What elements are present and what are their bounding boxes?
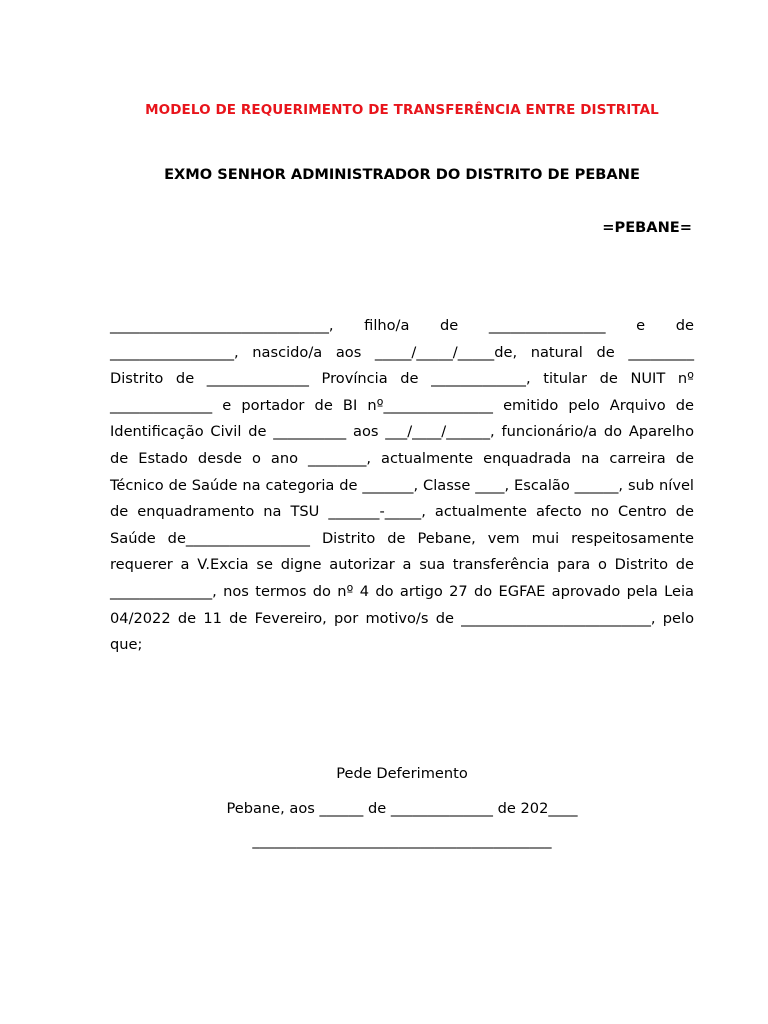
document-title: MODELO DE REQUERIMENTO DE TRANSFERÊNCIA ENTRE DISTRITAL (145, 102, 659, 118)
closing-phrase: Pede Deferimento (336, 765, 468, 782)
request-body-paragraph: ______________________________, filho/a de ________________ e de _________________, nascido/a aos _____/_____/_____de, natural de _________ Distrito de ______________ Província de _____________, titular de NUIT nº ______________ e portador de BI nº_______________ emitido pelo Arquivo de Identificação Civil de __________ aos ___/____/______, funcionário/a do Aparelho de Estado desde o ano ________, actualmente enquadrada na carreira de Técnico de Saúde na categoria de _______, Classe ____, Escalão ______, sub nível de enquadramento na TSU _______-_____, actualmente afecto no Centro de Saúde de_________________ Distrito de Pebane, vem mui respeitosamente requerer a V.Excia se digne autorizar a sua transferência para o Distrito de ______________, nos termos do nº 4 do artigo 27 do EGFAE aprovado pela Leia 04/2022 de 11 de Fevereiro, por motivo/s de __________________________, pelo que; (110, 317, 694, 654)
addressee-heading: EXMO SENHOR ADMINISTRADOR DO DISTRITO DE PEBANE (164, 166, 640, 183)
location-label: =PEBANE= (602, 219, 692, 236)
date-line: Pebane, aos ______ de ______________ de 202____ (226, 800, 578, 817)
signature-line: _________________________________________ (252, 832, 552, 849)
